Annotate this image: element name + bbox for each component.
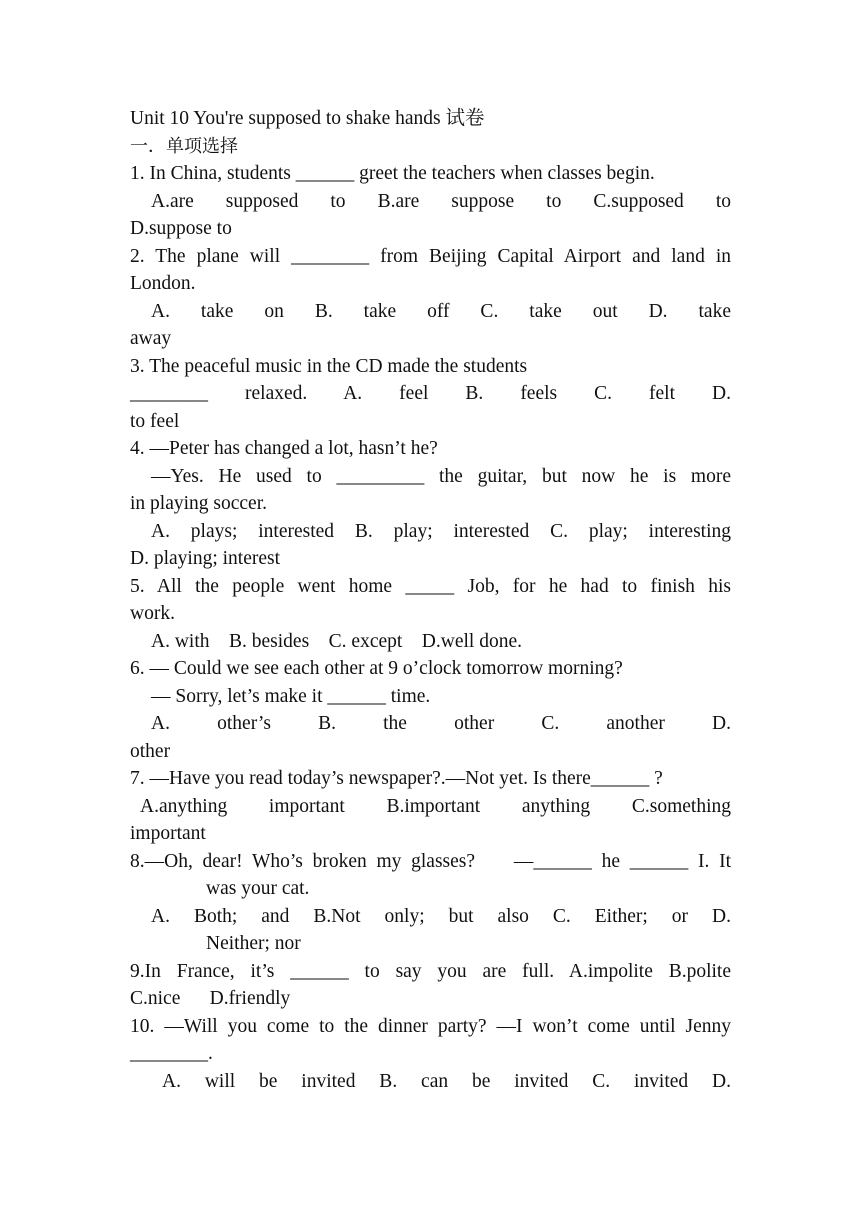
question-7-options-cont: important — [130, 823, 206, 844]
question-4-options-cont: D. playing; interest — [130, 548, 281, 569]
question-3-options-cont: to feel — [130, 410, 180, 432]
question-10-options: A. will be invited B. can be invited C. invited D. — [162, 1070, 731, 1092]
question-2-stem-cont: London. — [130, 273, 196, 294]
question-3-options: ________ relaxed. A. feel B. feels C. felt D. — [130, 383, 731, 404]
question-6-options-cont: other — [130, 740, 171, 762]
question-4-reply: —Yes. He used to _________ the guitar, but now he is more — [151, 465, 731, 487]
exam-title: Unit 10 You're supposed to shake hands 试卷 — [130, 108, 485, 129]
question-7-stem: 7. —Have you read today’s newspaper?.—Not yet. Is there______ ? — [130, 768, 663, 789]
question-9-options-cont: C.nice D.friendly — [130, 988, 291, 1009]
question-5-options: A. with B. besides C. except D.well done. — [151, 630, 522, 652]
question-10-stem: 10. —Will you come to the dinner party? —I won’t come until Jenny — [130, 1015, 731, 1037]
question-6-reply: — Sorry, let’s make it ______ time. — [151, 685, 431, 707]
question-4-stem: 4. —Peter has changed a lot, hasn’t he? — [130, 438, 438, 459]
question-6-options: A. other’s B. the other C. another D. — [151, 713, 731, 734]
question-6-stem: 6. — Could we see each other at 9 o’clock tomorrow morning? — [130, 658, 623, 679]
section-heading: 一．单项选择 — [130, 135, 238, 157]
exam-page — [130, 105, 731, 1095]
question-1-options: A.are supposed to B.are suppose to C.supposed to — [151, 190, 731, 212]
question-10-stem-cont: ________. — [130, 1043, 213, 1064]
question-4-options: A. plays; interested B. play; interested C. play; interesting — [151, 520, 731, 542]
question-5-stem-cont: work. — [130, 603, 175, 624]
question-8-stem-cont: was your cat. — [206, 878, 310, 899]
question-3-stem: 3. The peaceful music in the CD made the students — [130, 355, 528, 377]
question-4-reply-cont: in playing soccer. — [130, 493, 268, 514]
question-1-stem: 1. In China, students ______ greet the teachers when classes begin. — [130, 163, 655, 184]
question-8-options-cont: Neither; nor — [206, 933, 301, 954]
question-2-stem: 2. The plane will ________ from Beijing Capital Airport and land in — [130, 245, 731, 267]
question-1-options-cont: D.suppose to — [130, 218, 232, 239]
question-2-options-cont: away — [130, 328, 172, 349]
question-5-stem: 5. All the people went home _____ Job, for he had to finish his — [130, 575, 731, 597]
question-7-options: A.anything important B.important anything C.something — [140, 795, 731, 817]
question-2-options: A. take on B. take off C. take out D. take — [151, 300, 731, 322]
question-9-stem: 9.In France, it’s ______ to say you are full. A.impolite B.polite — [130, 960, 731, 982]
question-8-stem: 8.—Oh, dear! Who’s broken my glasses? —______ he ______ I. It — [130, 850, 731, 872]
question-8-options: A. Both; and B.Not only; but also C. Either; or D. — [151, 905, 731, 927]
